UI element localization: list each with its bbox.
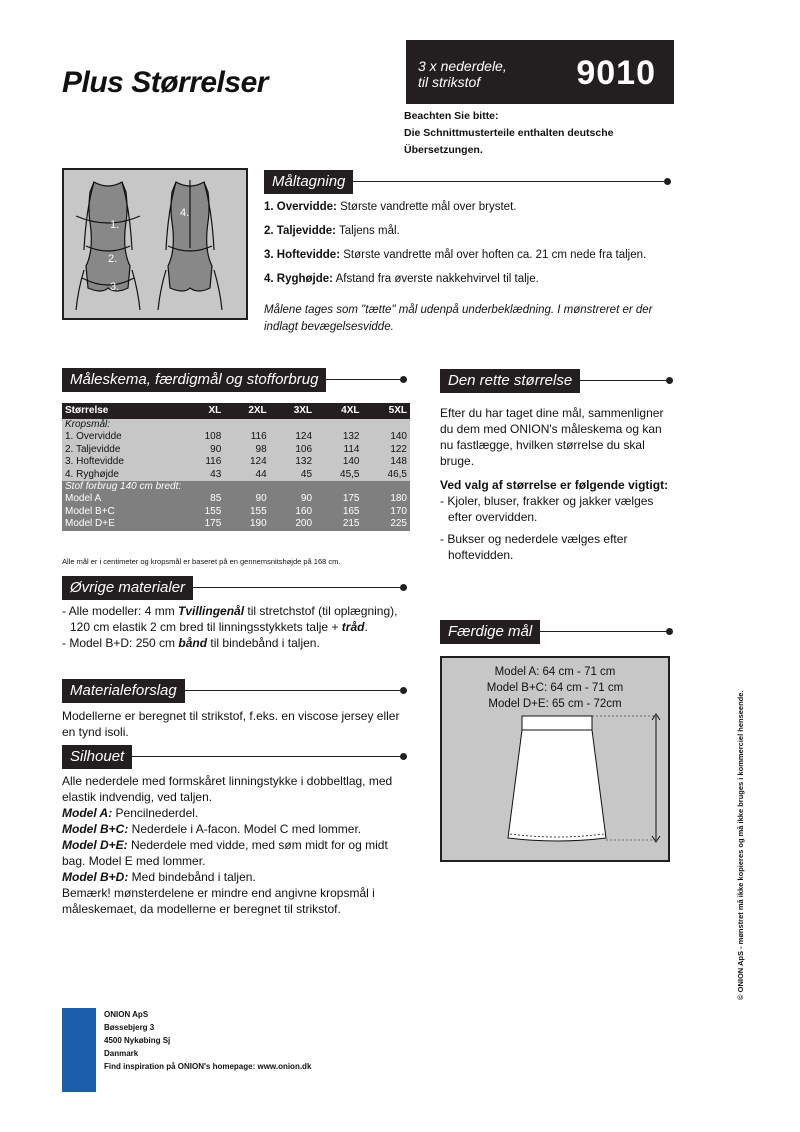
model-label: Model B+C: (62, 822, 129, 836)
rette-bullet: - Bukser og nederdele vælges efter hoftevidden. (440, 532, 628, 562)
materials-list (62, 603, 414, 651)
measurement-list (264, 200, 684, 296)
item-label: 4. Ryghøjde: (264, 273, 334, 285)
materials-text: til bindebånd i taljen. (207, 636, 320, 650)
company-address: ONION ApS Bøssebjerg 3 4500 Nykøbing Sj Danmark Find inspiration på ONION's homepage: www.onion.dk (104, 1010, 312, 1071)
materials-text: - Model B+D: 250 cm (62, 636, 179, 650)
silhouet-line (62, 805, 414, 821)
german-notice-line: Beachten Sie bitte: (404, 110, 499, 122)
heading-label: Den rette størrelse (440, 369, 580, 393)
finished-measurement-line: Model D+E: 65 cm - 72cm (488, 698, 622, 710)
item-text: Taljens mål. (336, 225, 400, 237)
heading-label: Øvrige materialer (62, 576, 193, 600)
table-cell: 180 (363, 493, 411, 505)
heading-dot (400, 687, 407, 694)
table-subheading-row (62, 481, 410, 493)
table-cell: 140 (363, 431, 411, 443)
table-header-row (62, 403, 410, 419)
rette-emphasis: Ved valg af størrelse er følgende vigtigt: (440, 478, 669, 492)
table-cell: 114 (315, 444, 362, 456)
table-note: Alle mål er i centimeter og kropsmål er baseret på en gennemsnitshøjde på 168 cm. (62, 557, 341, 566)
item-text: Største vandrette mål over brystet. (336, 201, 517, 213)
column-header: XL (182, 403, 224, 419)
heading-label: Silhouet (62, 745, 132, 769)
finished-measurement-line: Model B+C: 64 cm - 71 cm (486, 682, 624, 694)
model-text: Nederdele i A-facon. Model C med lommer. (128, 822, 362, 836)
silhouet-line (62, 821, 414, 837)
pattern-header-box (406, 40, 674, 104)
list-item (264, 200, 684, 215)
heading-label: Måltagning (264, 170, 353, 194)
table-cell: 122 (363, 444, 411, 456)
table-row (62, 444, 410, 456)
back-label-4: 4. (180, 207, 190, 219)
table-cell: 3. Hoftevidde (62, 456, 182, 468)
german-notice (404, 108, 674, 159)
item-label: 2. Taljevidde: (264, 225, 337, 237)
silhouet-intro: Alle nederdele med formskåret linningstykke i dobbeltlag, med elastik indvendig, ved taljen. (62, 774, 393, 804)
subheading-cell: Stof forbrug 140 cm bredt: (62, 481, 410, 493)
section-heading-ovrige (62, 576, 412, 600)
materials-emph: tråd (341, 620, 365, 634)
table-row (62, 493, 410, 505)
table-row (62, 518, 410, 530)
table-cell: 175 (182, 518, 224, 530)
table-cell: 108 (182, 431, 224, 443)
subheading-cell: Kropsmål: (62, 419, 410, 431)
section-heading-maltagning (264, 170, 674, 194)
materials-emph: bånd (178, 636, 208, 650)
model-label: Model A: (62, 806, 113, 820)
item-label: 1. Overvidde: (264, 201, 337, 213)
section-heading-silhouet (62, 745, 412, 769)
heading-dot (664, 178, 671, 185)
table-cell: 43 (182, 469, 224, 481)
table-cell: 132 (315, 431, 362, 443)
table-cell: Model B+C (62, 506, 182, 518)
table-cell: 190 (224, 518, 269, 530)
table-cell: 124 (224, 456, 269, 468)
heading-dot (400, 376, 407, 383)
model-text: Pencilnederdel. (112, 806, 199, 820)
table-cell: 170 (363, 506, 411, 518)
silhouet-line (62, 837, 414, 869)
table-row (62, 456, 410, 468)
table-cell: 90 (270, 493, 315, 505)
heading-dot (400, 584, 407, 591)
table-cell: 85 (182, 493, 224, 505)
table-cell: 98 (224, 444, 269, 456)
table-row (62, 431, 410, 443)
model-label: Model B+D: (62, 870, 129, 884)
table-cell: 45 (270, 469, 315, 481)
table-cell: 90 (224, 493, 269, 505)
table-cell: 44 (224, 469, 269, 481)
table-cell: 2. Taljevidde (62, 444, 182, 456)
section-heading-maleskema (62, 368, 412, 392)
silhouet-line (62, 869, 414, 885)
heading-dot (666, 377, 673, 384)
table-cell: Model D+E (62, 518, 182, 530)
table-cell: 165 (315, 506, 362, 518)
table-cell: 116 (182, 456, 224, 468)
materials-text: . (364, 620, 368, 634)
table-cell: 140 (315, 456, 362, 468)
table-cell: 46,5 (363, 469, 411, 481)
size-table (62, 403, 410, 531)
model-text: Nederdele med vidde, med søm midt for og midt bag. Model E med lommer. (62, 838, 388, 868)
skirt-illustration (442, 658, 668, 860)
finished-measurements-box (440, 656, 670, 862)
front-label-3: 3. (110, 281, 120, 293)
column-header: 4XL (315, 403, 362, 419)
rette-text (440, 405, 670, 571)
materialeforslag-text: Modellerne er beregnet til strikstof, f.eks. en viscose jersey eller en tynd isoli. (62, 709, 400, 739)
table-cell: 175 (315, 493, 362, 505)
front-label-1: 1. (110, 219, 120, 231)
measurement-note: Målene tages som "tætte" mål udenpå underbeklædning. I mønstreret er der indlagt bevægelsesvidde. (264, 304, 653, 333)
footer-accent-bar (62, 1008, 96, 1092)
front-label-2: 2. (108, 253, 118, 265)
pattern-number: 9010 (576, 54, 656, 92)
table-cell: 215 (315, 518, 362, 530)
column-header: 5XL (363, 403, 411, 419)
list-item (62, 635, 414, 651)
finished-measurement-line: Model A: 64 cm - 71 cm (494, 666, 616, 678)
column-header: Størrelse (62, 403, 182, 419)
silhouet-outro: Bemærk! mønsterdelene er mindre end angivne kropsmål i måleskemaet, da modellerne er beregnet til strikstof. (62, 886, 375, 916)
list-item (264, 272, 684, 287)
item-text: Afstand fra øverste nakkehvirvel til talje. (333, 273, 539, 285)
column-header: 2XL (224, 403, 269, 419)
table-cell: 155 (182, 506, 224, 518)
table-cell: 124 (270, 431, 315, 443)
table-cell: 4. Ryghøjde (62, 469, 182, 481)
rette-bullet: - Kjoler, bluser, frakker og jakker vælges efter overvidden. (440, 494, 654, 524)
heading-label: Materialeforslag (62, 679, 185, 703)
item-label: 3. Hoftevidde: (264, 249, 341, 261)
table-cell: Model A (62, 493, 182, 505)
table-cell: 225 (363, 518, 411, 530)
measurement-figure (62, 168, 248, 320)
list-item (62, 603, 414, 635)
table-cell: 116 (224, 431, 269, 443)
table-cell: 106 (270, 444, 315, 456)
list-item (264, 224, 684, 239)
table-cell: 1. Overvidde (62, 431, 182, 443)
table-cell: 160 (270, 506, 315, 518)
copyright-notice: © ONION ApS - mønstret må ikke kopieres og må ikke bruges i kommerciel henseende. (736, 690, 745, 1000)
section-heading-faerdige (440, 620, 676, 644)
table-row (62, 469, 410, 481)
pattern-subtitle: 3 x nederdele, til strikstof (418, 58, 507, 90)
silhouet-text (62, 773, 414, 917)
materials-text: - Alle modeller: 4 mm (62, 604, 179, 618)
heading-dot (400, 753, 407, 760)
heading-dot (666, 628, 673, 635)
item-text: Største vandrette mål over hoften ca. 21 cm nede fra taljen. (340, 249, 647, 261)
table-cell: 148 (363, 456, 411, 468)
heading-label: Måleskema, færdigmål og stofforbrug (62, 368, 326, 392)
table-cell: 45,5 (315, 469, 362, 481)
page-title: Plus Størrelser (62, 66, 268, 99)
table-cell: 90 (182, 444, 224, 456)
table-cell: 155 (224, 506, 269, 518)
german-notice-line: Die Schnittmusterteile enthalten deutsche (404, 127, 614, 139)
rette-paragraph: Efter du har taget dine mål, sammenligner du dem med ONION's måleskema og kan nu fastlægge, hvilken størrelse du skal bruge. (440, 406, 664, 468)
body-outline-illustration (64, 170, 246, 318)
model-text: Med bindebånd i taljen. (128, 870, 256, 884)
model-label: Model D+E: (62, 838, 128, 852)
materials-emph: Tvillingenål (178, 604, 245, 618)
section-heading-rette (440, 369, 676, 393)
table-subheading-row (62, 419, 410, 431)
table-cell: 200 (270, 518, 315, 530)
list-item (264, 248, 684, 263)
german-notice-line: Übersetzungen. (404, 144, 483, 156)
section-heading-materialeforslag (62, 679, 412, 703)
heading-label: Færdige mål (440, 620, 540, 644)
table-row (62, 506, 410, 518)
materials-text: til stretchstof (til oplægning), 120 cm elastik 2 cm bred til linningsstykkets talje + (70, 604, 398, 634)
table-cell: 132 (270, 456, 315, 468)
column-header: 3XL (270, 403, 315, 419)
